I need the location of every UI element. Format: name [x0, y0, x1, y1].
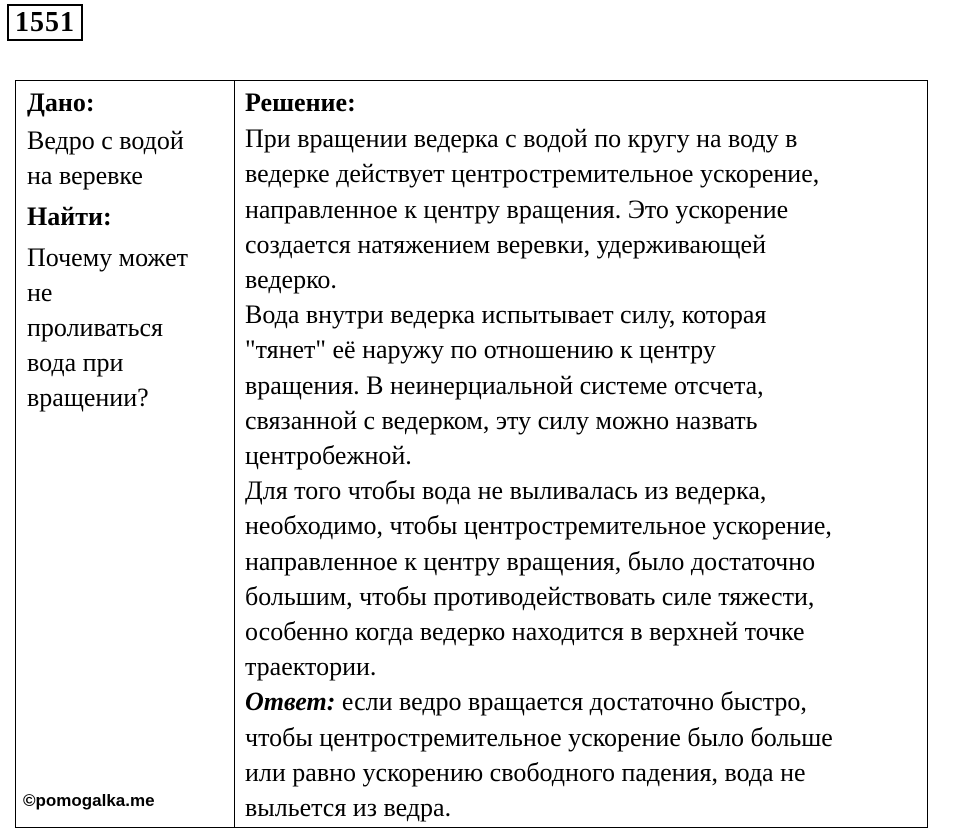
solution-line: ведерке действует центростремительное ускорение,: [245, 159, 820, 189]
answer-paragraph: [245, 684, 925, 825]
answer-line: выльется из ведра.: [245, 793, 452, 823]
solution-line: направленное к центру вращения, было достаточно: [245, 546, 816, 576]
find-line: вода при: [27, 348, 124, 377]
solution-line: Для того чтобы вода не выливалась из ведерка,: [245, 476, 767, 506]
solution-line: особенно когда ведерко находится в верхней точке: [245, 617, 805, 647]
solution-line: создается натяжением веревки, удерживающей: [245, 229, 766, 259]
solution-line: связанной с ведерком, эту силу можно назвать: [245, 405, 758, 435]
given-text: [27, 123, 227, 193]
solution-column: [245, 85, 925, 825]
solution-line: "тянет" её наружу по отношению к центру: [245, 335, 716, 365]
given-line: Ведро с водой: [27, 126, 184, 155]
solution-line: направленное к центру вращения. Это ускорение: [245, 194, 789, 224]
answer-first-line-text: если ведро вращается достаточно быстро,: [335, 687, 807, 717]
solution-line: траектории.: [245, 652, 377, 682]
solution-paragraph-2: [245, 297, 925, 473]
column-divider: [234, 81, 235, 827]
answer-first-line: [245, 684, 925, 719]
solution-heading: Решение:: [245, 88, 356, 117]
find-text: [27, 240, 227, 415]
solution-line: Вода внутри ведерка испытывает силу, которая: [245, 300, 767, 330]
find-line: не: [27, 278, 53, 307]
find-line: вращении?: [27, 383, 149, 412]
solution-line: При вращении ведерка с водой по кругу на воду в: [245, 124, 798, 154]
solution-line: необходимо, чтобы центростремительное ускорение,: [245, 511, 832, 541]
solution-paragraph-3: [245, 473, 925, 684]
solution-paragraph-1: [245, 121, 925, 297]
find-line: Почему может: [27, 243, 189, 272]
solution-line: вращения. В неинерциальной системе отсчета,: [245, 370, 764, 400]
solution-table: [15, 80, 928, 828]
find-line: проливаться: [27, 313, 163, 342]
answer-line: или равно ускорению свободного падения, вода не: [245, 757, 806, 787]
answer-label: Ответ:: [245, 687, 336, 717]
given-heading: Дано:: [27, 88, 95, 117]
given-find-column: [27, 85, 227, 415]
solution-line: центробежной.: [245, 441, 412, 471]
problem-number: 1551: [7, 4, 83, 41]
solution-line: ведерко.: [245, 265, 337, 295]
solution-line: большим, чтобы противодействовать силе тяжести,: [245, 581, 815, 611]
find-heading: Найти:: [27, 202, 112, 231]
answer-line: чтобы центростремительное ускорение было больше: [245, 722, 833, 752]
solution-text: [245, 121, 925, 825]
given-line: на веревке: [27, 161, 143, 190]
watermark: ©pomogalka.me: [23, 791, 155, 810]
